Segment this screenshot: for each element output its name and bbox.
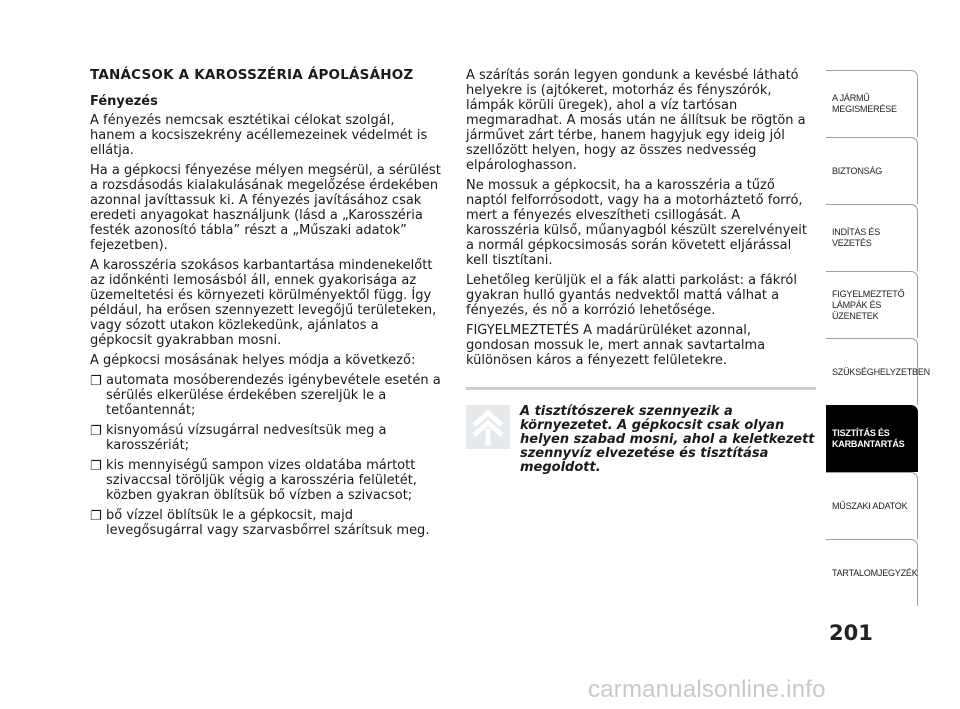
list-item xyxy=(90,373,442,418)
section-heading: TANÁCSOK A KAROSSZÉRIA ÁPOLÁSÁHOZ xyxy=(90,67,414,83)
checkbox-bullet-icon: ❐ xyxy=(90,374,102,389)
tab-label: MŰSZAKI ADATOK xyxy=(832,500,908,511)
subheading: Fényezés xyxy=(90,94,158,109)
tab-tisztitas-es-karbantartas[interactable] xyxy=(826,405,918,472)
checkbox-bullet-icon: ❐ xyxy=(90,509,102,524)
paragraph: Ne mossuk a gépkocsit, ha a karosszéria a tűző naptól felforrósodott, vagy ha a motorháztető forró, mert a fényezés elveszítheti csillogását. A karosszéria külső, műanyagból készült szerelvényeit a normál gépkocsimosás során követett eljárással kell tisztítani. xyxy=(466,178,807,268)
paragraph: A fényezés nemcsak esztétikai célokat szolgál, hanem a kocsiszekrény acéllemezeinek védelmét is ellátja. xyxy=(90,113,428,158)
list-item-text: bő vízzel öblítsük le a gépkocsit, majd levegősugárral vagy szarvasbőrrel szárítsuk meg. xyxy=(106,508,430,538)
paragraph: A karosszéria szokásos karbantartása mindenekelőtt az időnkénti lemosásból áll, ennek gyakorisága az üzemeltetési és környezeti körülményektől függ. Így például, ha erősen szennyezett levegőjű területeken, vagy sózott utakon közlekedünk, ajánlatos a gépkocsit gyakrabban mosni. xyxy=(90,258,437,348)
tab-biztonsag[interactable] xyxy=(826,137,918,204)
page-number: 201 xyxy=(829,621,873,645)
right-column xyxy=(466,68,816,373)
tab-figyelmezteto-lampak[interactable] xyxy=(826,271,918,338)
chapter-tabs xyxy=(826,70,930,606)
paragraph: A gépkocsi mosásának helyes módja a következő: xyxy=(90,353,416,368)
list-item-text: kisnyomású vízsugárral nedvesítsük meg a karosszériát; xyxy=(106,423,387,453)
notice-text: A tisztítószerek szennyezik a környezetet. A gépkocsit csak olyan helyen szabad mosni, ahol a keletkezett szennyvíz elvezetése és tisztítása megoldott. xyxy=(520,404,815,475)
list-item-text: kis mennyiségű sampon vizes oldatába mártott szivaccsal töröljük végig a karosszéria felületét, közben gyakran öblítsük bő vízben a szivacsot; xyxy=(106,458,417,503)
tab-label: A JÁRMŰ MEGISMERÉSE xyxy=(832,93,897,114)
left-column xyxy=(90,68,442,543)
paragraph: FIGYELMEZTETÉS A madárürüléket azonnal, gondosan mossuk le, mert annak savtartalma különösen káros a fényezett felületekre. xyxy=(466,323,766,368)
environment-icon xyxy=(466,405,510,449)
list-item xyxy=(90,508,442,538)
environment-notice xyxy=(466,405,816,475)
list-item xyxy=(90,458,442,503)
paragraph: Ha a gépkocsi fényezése mélyen megsérül, a sérülést a rozsdásodás kialakulásának megelőzése érdekében azonnal javíttassuk ki. A fényezés javításához csak eredeti anyagokat használjunk (lásd a „Karosszéria festék azonosító tábla” részt a „Műszaki adatok” fejezetben). xyxy=(90,163,441,253)
paragraph: A szárítás során legyen gondunk a kevésbé látható helyekre is (ajtókeret, motorház és fényszórók, lámpák körüli üregek), ahol a víz tartósan megmaradhat. A mosás után ne állítsuk be rögtön a járművet zárt térbe, hanem hagyjuk egy ideig jól szellőzött helyen, hogy az összes nedvesség elpárologhasson. xyxy=(466,68,806,173)
checkbox-bullet-icon: ❐ xyxy=(90,459,102,474)
tab-muszaki-adatok[interactable] xyxy=(826,472,918,539)
tab-szukseghelyzetben[interactable] xyxy=(826,338,930,405)
tab-tartalomjegyzek[interactable] xyxy=(826,539,918,606)
divider xyxy=(466,387,816,390)
tab-label: FIGYELMEZTETŐ LÁMPÁK ÉS ÜZENETEK xyxy=(832,288,905,321)
list-item xyxy=(90,423,442,453)
tab-label: TARTALOMJEGYZÉK xyxy=(832,567,918,578)
tab-label: TISZTÍTÁS ÉS KARBANTARTÁS xyxy=(832,428,905,449)
tab-jarmu-megismerese[interactable] xyxy=(826,70,918,137)
tab-label: SZÜKSÉGHELYZETBEN xyxy=(832,366,930,377)
checkbox-bullet-icon: ❐ xyxy=(90,424,102,439)
paragraph: Lehetőleg kerüljük el a fák alatti parkolást: a fákról gyakran hulló gyantás nedvektől mattá válhat a fényezés, és nő a korrózió lehetősége. xyxy=(466,273,797,318)
tab-label: INDÍTÁS ÉS VEZETÉS xyxy=(832,227,881,248)
watermark: carmanualsonline.info xyxy=(588,676,826,703)
tab-inditas-es-vezetes[interactable] xyxy=(826,204,918,271)
list-item-text: automata mosóberendezés igénybevétele esetén a sérülés elkerülése érdekében szereljük le a tetőantennát; xyxy=(106,373,441,418)
tab-label: BIZTONSÁG xyxy=(832,165,883,176)
